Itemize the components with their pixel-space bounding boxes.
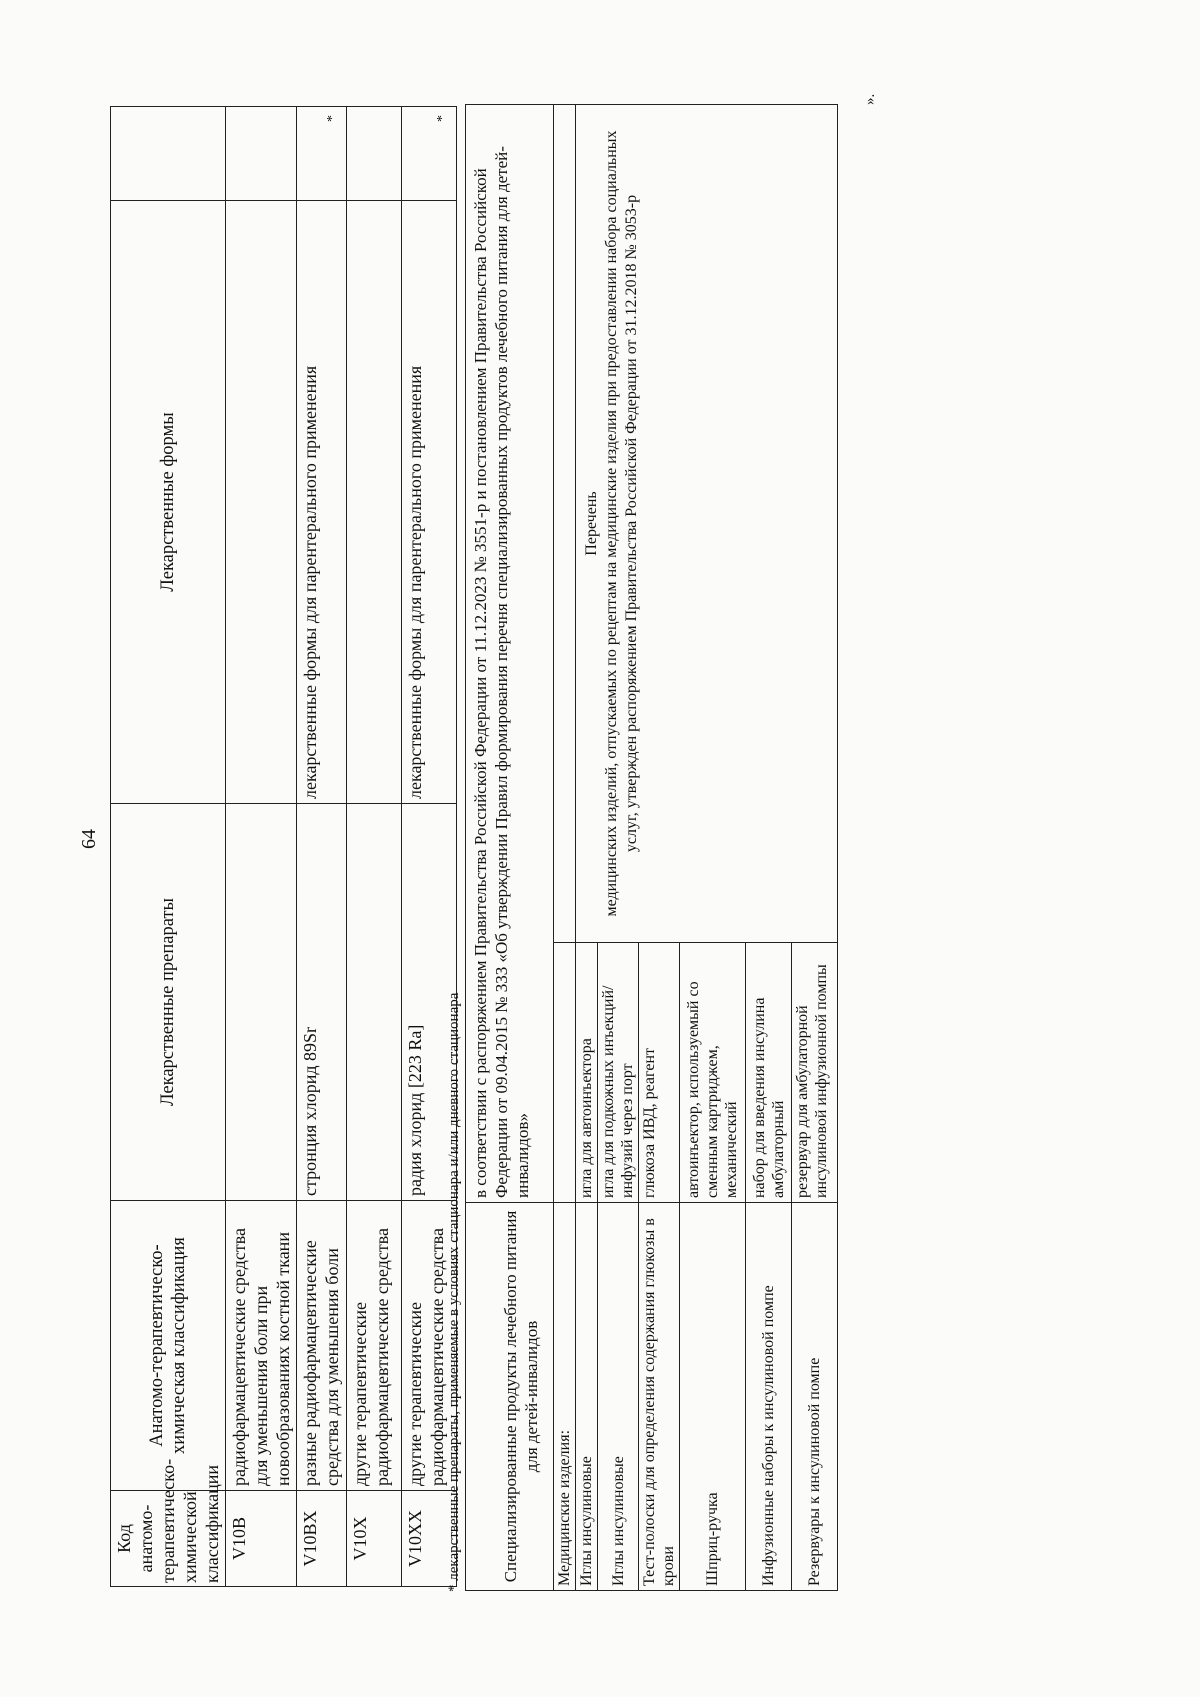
item-category: Резервуары к инсулиновой помпе	[792, 1203, 838, 1591]
spec-products-basis: в соответствии с распоряжением Правительства Российской Федерации от 11.12.2023 № 3551-р и постановлением Правительства Российской Федерации от 09.04.2015 № 333 «Об утверждении Правил формирования перечня специализированных продуктов лечебного питания для детей-инвалидов»	[466, 105, 554, 1203]
medical-products-table	[465, 104, 838, 1591]
header-classification: Анатомо-терапевтическо-химическая классификация	[111, 1201, 226, 1491]
row-drug: радия хлорид [223 Ra]	[402, 804, 457, 1201]
drug-table-header-row	[111, 107, 226, 1587]
item-name: набор для введения инсулина амбулаторный	[746, 943, 792, 1203]
section-empty-cell	[554, 943, 576, 1203]
header-drugs: Лекарственные препараты	[111, 804, 226, 1201]
list-title: Перечень	[583, 491, 600, 556]
item-name: глюкоза ИВД, реагент	[639, 943, 680, 1203]
header-forms: Лекарственные формы	[111, 201, 226, 804]
item-name: игла для подкожных инъекций/инфузий через порт	[598, 943, 639, 1203]
row-form: лекарственные формы для парентерального применения	[402, 201, 457, 804]
row-drug: стронция хлорид 89Sr	[297, 804, 347, 1201]
item-name: резервуар для амбулаторной инсулиновой инфузионной помпы	[792, 943, 838, 1203]
item-name: игла для автоинъектора	[576, 943, 598, 1203]
header-empty	[111, 107, 226, 201]
table-row	[466, 105, 554, 1591]
row-mark	[226, 107, 297, 201]
row-classification: радиофармацевтические средства для уменьшения боли при новообразованиях костной ткани	[226, 1201, 297, 1491]
list-reference	[576, 105, 838, 943]
item-name: автоинъектор, используемый со сменным картриджем, механический	[680, 943, 746, 1203]
header-code: Код анатомо-терапевтическо-химической классификации	[111, 1491, 226, 1587]
row-code: V10B	[226, 1491, 297, 1587]
item-category: Иглы инсулиновые	[598, 1203, 639, 1591]
row-form	[347, 201, 402, 804]
row-classification: разные радиофармацевтические средства для уменьшения боли	[297, 1201, 347, 1491]
list-text: медицинских изделий, отпускаемых по рецептам на медицинские изделия при предоставлении набора социальных услуг, утвержден распоряжением Правительства Российской Федерации от 31.12.2018 № 3053-р	[603, 130, 640, 917]
item-category: Иглы инсулиновые	[576, 1203, 598, 1591]
item-category: Шприц-ручка	[680, 1203, 746, 1591]
page-number: 64	[78, 829, 100, 849]
item-category: Тест-полоски для определения содержания глюкозы в крови	[639, 1203, 680, 1591]
drug-table	[110, 106, 457, 1587]
row-code: V10XX	[402, 1491, 457, 1587]
row-form	[226, 201, 297, 804]
section-empty-cell	[554, 105, 576, 943]
table-row	[347, 107, 402, 1587]
spec-products-label: Специализированные продукты лечебного питания для детей-инвалидов	[466, 1203, 554, 1591]
row-mark: *	[402, 107, 457, 201]
row-classification: другие терапевтические радиофармацевтические средства	[347, 1201, 402, 1491]
item-category: Инфузионные наборы к инсулиновой помпе	[746, 1203, 792, 1591]
row-code: V10BX	[297, 1491, 347, 1587]
row-form: лекарственные формы для парентерального применения	[297, 201, 347, 804]
row-code: V10X	[347, 1491, 402, 1587]
row-drug	[226, 804, 297, 1201]
table-row	[554, 105, 576, 1591]
row-drug	[347, 804, 402, 1201]
row-classification: другие терапевтические радиофармацевтические средства	[402, 1201, 457, 1491]
table-row	[226, 107, 297, 1587]
row-mark	[347, 107, 402, 201]
table-row	[576, 105, 598, 1591]
table-row	[297, 107, 347, 1587]
closing-mark: ».	[862, 93, 878, 105]
section-label: Медицинские изделия:	[554, 1203, 576, 1591]
row-mark: *	[297, 107, 347, 201]
footnote: * лекарственные препараты, применяемые в условиях стационара и/или дневного стационара	[446, 992, 462, 1592]
